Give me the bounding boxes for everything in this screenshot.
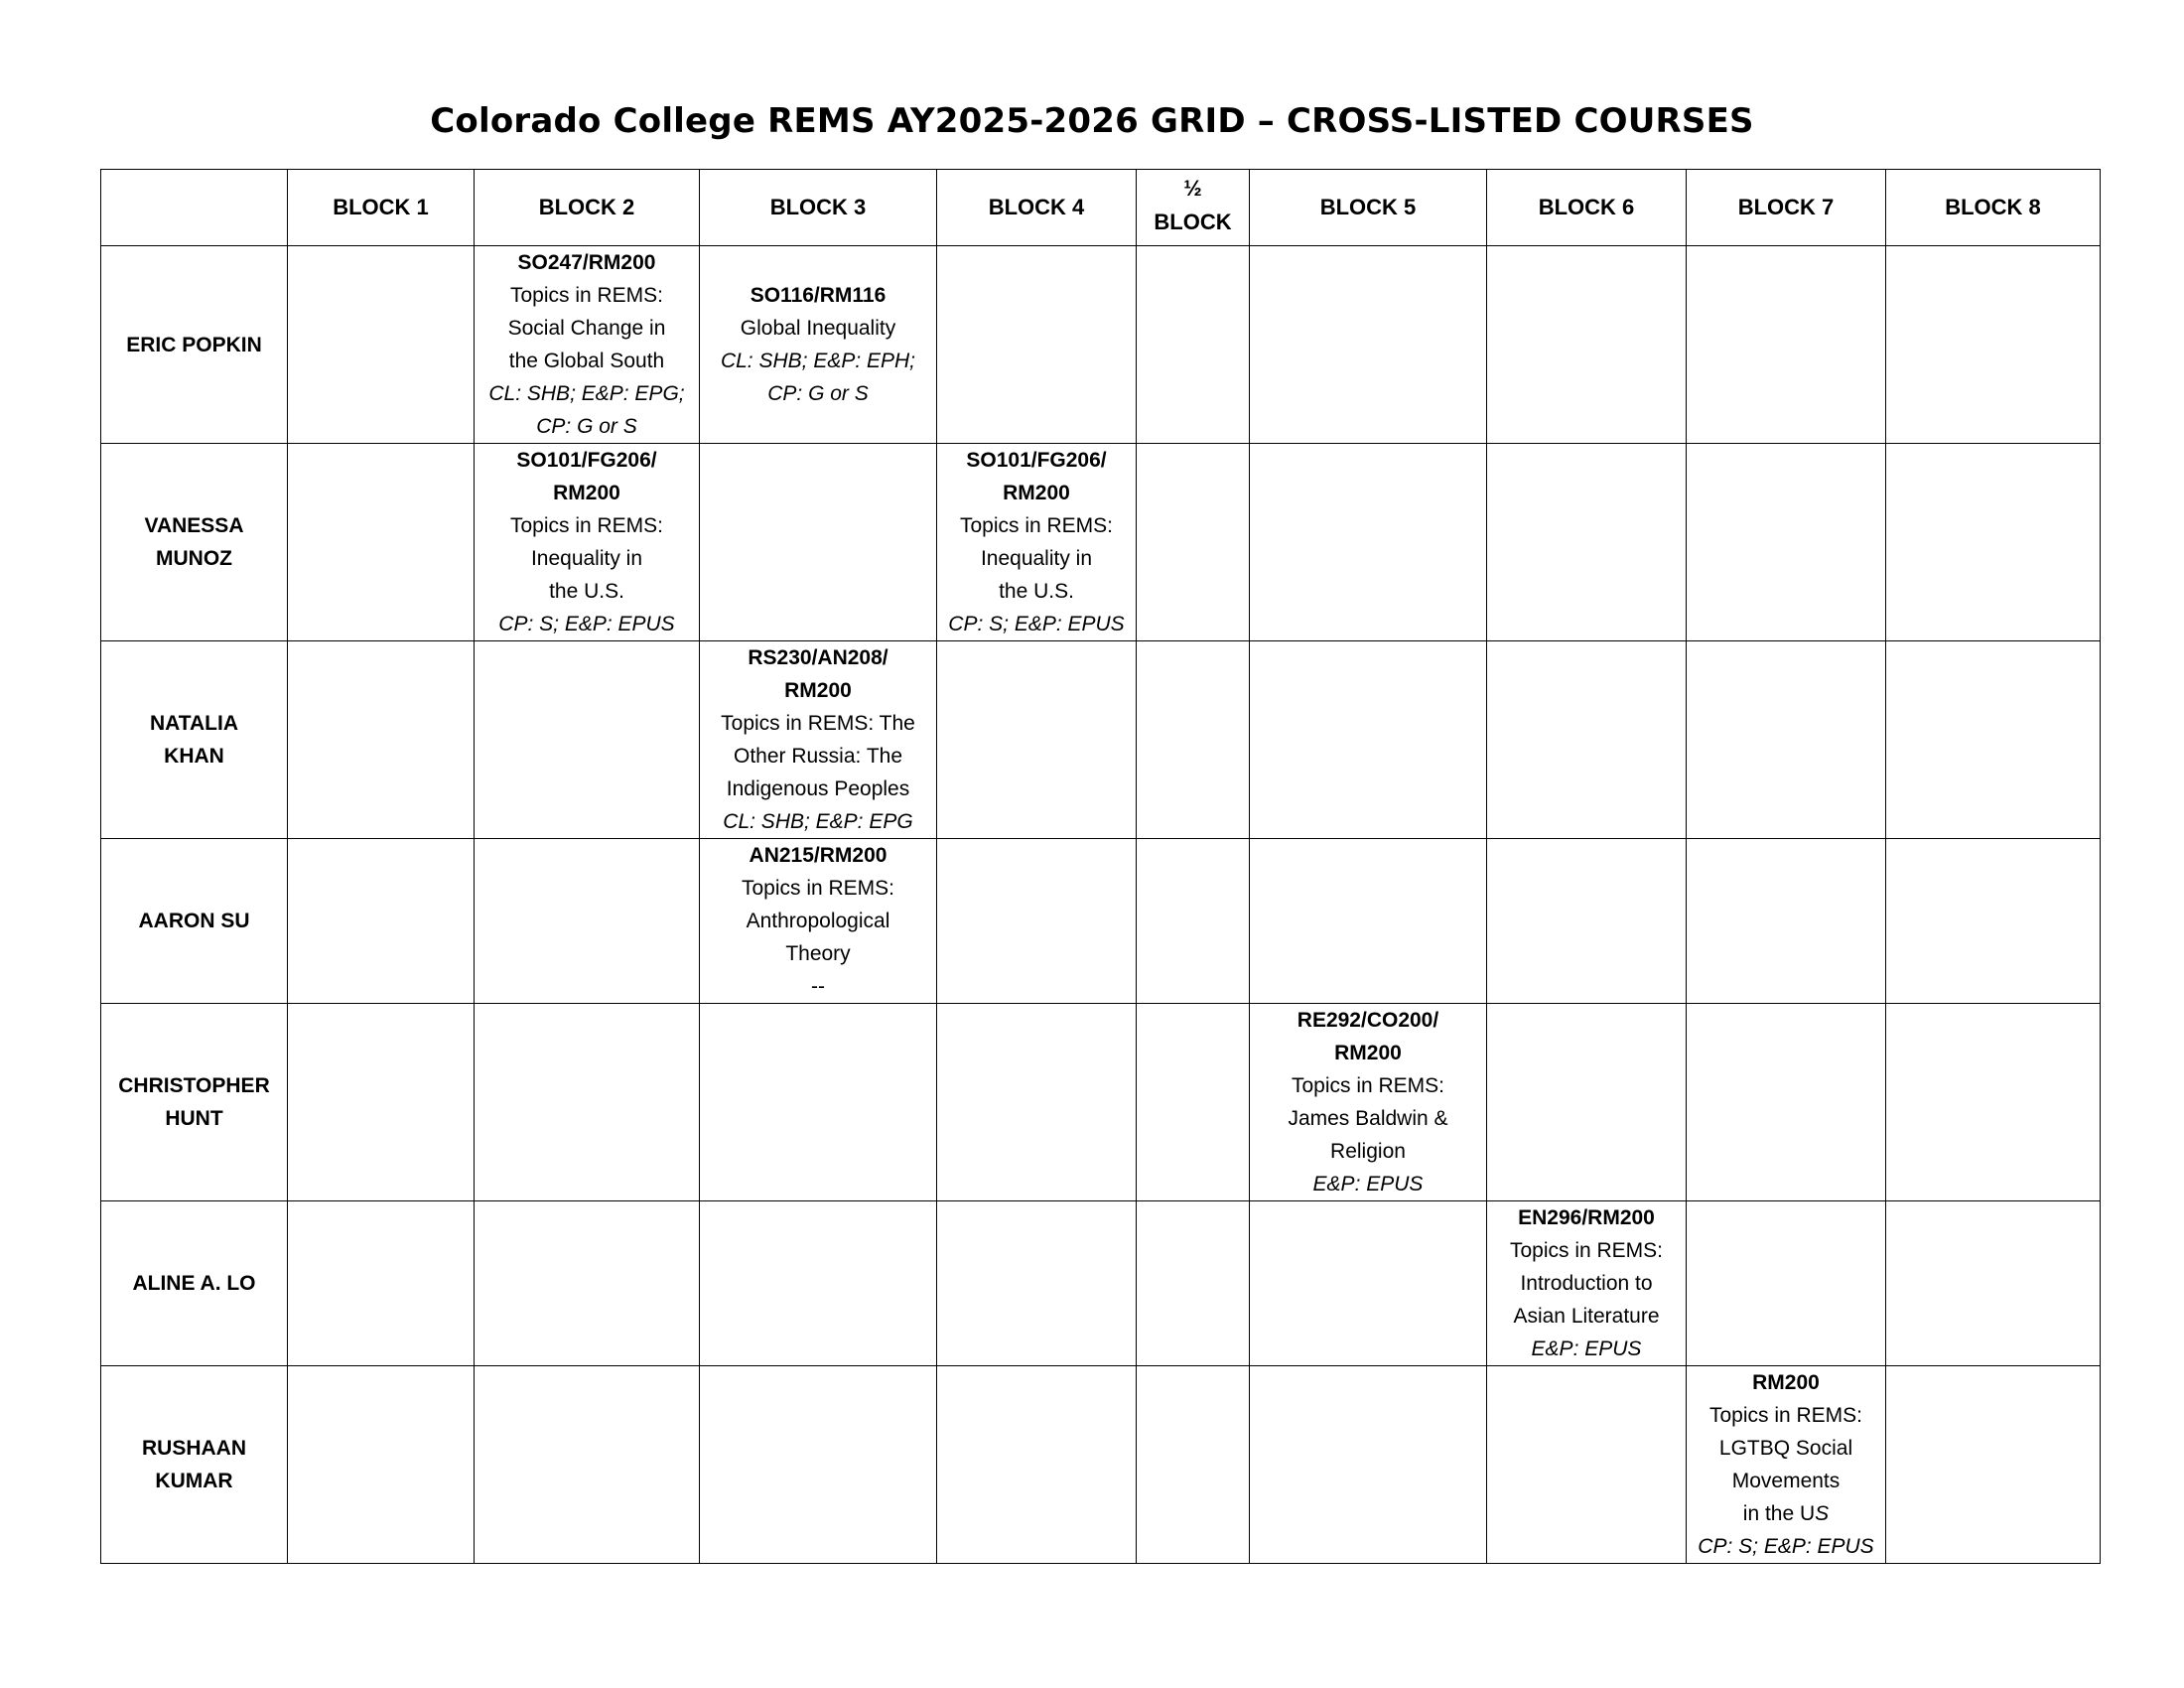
faculty-name-line: MUNOZ [156,547,232,570]
course-title-line: Other Russia: The [733,745,903,768]
course-title-line: Inequality in [980,547,1093,570]
cell-block-1 [288,839,475,1004]
cell-block-7 [1687,641,1886,839]
course-title-line: the U.S. [549,580,624,603]
course-cell-block-6 [1487,1201,1687,1366]
faculty-row-vanessa-munoz [101,444,2101,641]
cell-block-5 [1250,1366,1487,1564]
course-title-line: Topics in REMS: [741,877,895,900]
faculty-name-line: KHAN [164,745,224,768]
cell-block-2 [475,1366,700,1564]
header-block-3: BLOCK 3 [700,170,937,246]
course-code: AN215/RM200 [749,844,887,867]
cell-block-2 [475,839,700,1004]
course-title-line: Topics in REMS: [509,284,664,307]
cell-block-6 [1487,444,1687,641]
header-block-1: BLOCK 1 [288,170,475,246]
course-title-fragment-italic: S [1815,1502,1830,1525]
faculty-name [101,1201,288,1366]
course-grid-table [100,169,2101,1564]
faculty-row-eric-popkin [101,246,2101,444]
course-title-line: Topics in REMS: [509,514,664,537]
course-cell-block-4 [937,444,1137,641]
course-title-fragment: in the U [1742,1502,1816,1525]
course-cell-block-3 [700,641,937,839]
course-title-line: Religion [1330,1140,1406,1163]
cell-block-6 [1487,839,1687,1004]
cell-block-2 [475,1004,700,1201]
course-attributes: CP: S; E&P: EPUS [1698,1535,1874,1558]
cell-block-8 [1886,1366,2101,1564]
course-title-line: Social Change in [507,317,666,340]
course-title-line: Theory [785,942,851,965]
cell-block-4 [937,1201,1137,1366]
course-title-line: Topics in REMS: [959,514,1114,537]
cell-block-4 [937,1366,1137,1564]
cell-block-6 [1487,246,1687,444]
faculty-row-rushaan-kumar [101,1366,2101,1564]
cell-block-1 [288,444,475,641]
faculty-row-natalia-khan [101,641,2101,839]
cell-block-5 [1250,641,1487,839]
course-title-line: Topics in REMS: The [721,712,915,735]
course-attributes: CP: S; E&P: EPUS [948,613,1125,635]
faculty-name [101,1366,288,1564]
faculty-name [101,246,288,444]
faculty-row-aline-lo [101,1201,2101,1366]
cell-block-5 [1250,839,1487,1004]
course-title-line: Indigenous Peoples [726,777,910,800]
cell-block-7 [1687,839,1886,1004]
cell-half-block [1137,641,1250,839]
cell-block-6 [1487,641,1687,839]
cell-half-block [1137,444,1250,641]
course-title-line: James Baldwin & [1288,1107,1448,1130]
course-title-line: Introduction to [1520,1272,1653,1295]
faculty-name [101,1004,288,1201]
cell-block-8 [1886,641,2101,839]
cell-block-4 [937,246,1137,444]
cell-block-8 [1886,444,2101,641]
cell-half-block [1137,1366,1250,1564]
header-corner-cell [101,170,288,246]
course-cell-block-5 [1250,1004,1487,1201]
course-title-line: LGTBQ Social [1718,1437,1853,1460]
course-title-line: Topics in REMS: [1708,1404,1863,1427]
course-title-line: Anthropological [746,910,890,932]
course-attributes: E&P: EPUS [1531,1337,1642,1360]
course-attributes: CL: SHB; E&P: EPH; [720,350,916,372]
faculty-name-line: KUMAR [155,1470,233,1492]
course-code: RM200 [1003,482,1070,504]
cell-half-block [1137,1004,1250,1201]
cell-block-2 [475,1201,700,1366]
course-title-line: -- [811,975,825,998]
cell-block-1 [288,1004,475,1201]
cell-block-1 [288,1201,475,1366]
page-title: Colorado College REMS AY2025-2026 GRID – CROSS-LISTED COURSES [430,101,1754,141]
cell-block-1 [288,1366,475,1564]
cell-block-4 [937,839,1137,1004]
course-attributes: E&P: EPUS [1312,1173,1424,1196]
faculty-row-aaron-su [101,839,2101,1004]
cell-block-4 [937,1004,1137,1201]
course-code: SO116/RM116 [750,284,887,307]
course-code: RM200 [1752,1371,1820,1394]
course-code: SO101/FG206/ [966,449,1107,472]
cell-block-3 [700,1201,937,1366]
course-code: RE292/CO200/ [1297,1009,1439,1032]
header-block-6: BLOCK 6 [1487,170,1687,246]
cell-block-2 [475,641,700,839]
course-code: EN296/RM200 [1518,1206,1655,1229]
cell-block-6 [1487,1366,1687,1564]
cell-block-8 [1886,1004,2101,1201]
cell-block-7 [1687,246,1886,444]
course-title-line: Inequality in [530,547,643,570]
cell-half-block [1137,839,1250,1004]
faculty-name-line: RUSHAAN [142,1437,246,1460]
course-code: SO101/FG206/ [516,449,657,472]
course-code: RS230/AN208/ [748,646,888,669]
course-cell-block-7 [1687,1366,1886,1564]
cell-block-3 [700,1004,937,1201]
cell-block-7 [1687,1201,1886,1366]
header-half-symbol: ½ [1183,176,1202,201]
faculty-name-line: VANESSA [144,514,244,537]
course-title-line: the U.S. [999,580,1074,603]
cell-block-8 [1886,1201,2101,1366]
header-block-7: BLOCK 7 [1687,170,1886,246]
header-block-2: BLOCK 2 [475,170,700,246]
faculty-row-christopher-hunt [101,1004,2101,1201]
cell-block-7 [1687,444,1886,641]
course-cell-block-3 [700,246,937,444]
course-title-line: Movements [1731,1470,1841,1492]
course-code: SO247/RM200 [517,251,656,274]
header-block-4: BLOCK 4 [937,170,1137,246]
cell-block-8 [1886,839,2101,1004]
header-half-block [1137,170,1250,246]
course-cell-block-2 [475,444,700,641]
course-attributes: CP: G or S [767,382,869,405]
faculty-name-line: ERIC POPKIN [126,333,262,356]
course-attributes: CP: S; E&P: EPUS [498,613,675,635]
cell-block-5 [1250,1201,1487,1366]
course-cell-block-3 [700,839,937,1004]
course-title-line: the Global South [508,350,665,372]
faculty-name-line: AARON SU [138,910,250,932]
faculty-name [101,839,288,1004]
course-title-line: Global Inequality [740,317,896,340]
cell-block-4 [937,641,1137,839]
header-block-8: BLOCK 8 [1886,170,2101,246]
cell-block-7 [1687,1004,1886,1201]
header-block-5: BLOCK 5 [1250,170,1487,246]
cell-block-6 [1487,1004,1687,1201]
course-title-line: Asian Literature [1513,1305,1660,1328]
course-code: RM200 [553,482,620,504]
cell-block-1 [288,246,475,444]
course-code: RM200 [784,679,852,702]
course-title-line [1693,1497,1879,1530]
faculty-name-line: CHRISTOPHER [118,1074,270,1097]
course-attributes: CP: G or S [536,415,637,438]
course-title-line: Topics in REMS: [1509,1239,1664,1262]
header-half-label: BLOCK [1154,210,1232,234]
cell-block-8 [1886,246,2101,444]
cell-block-3 [700,1366,937,1564]
header-row [101,170,2101,246]
faculty-name-line: HUNT [165,1107,223,1130]
course-title-line: Topics in REMS: [1291,1074,1445,1097]
cell-half-block [1137,246,1250,444]
course-attributes: CL: SHB; E&P: EPG [723,810,913,833]
faculty-name [101,444,288,641]
cell-block-5 [1250,444,1487,641]
course-attributes: CL: SHB; E&P: EPG; [488,382,685,405]
faculty-name-line: ALINE A. LO [132,1272,256,1295]
faculty-name-line: NATALIA [149,712,239,735]
course-code: RM200 [1334,1042,1402,1064]
cell-half-block [1137,1201,1250,1366]
course-cell-block-2 [475,246,700,444]
faculty-name [101,641,288,839]
cell-block-5 [1250,246,1487,444]
cell-block-1 [288,641,475,839]
cell-block-3 [700,444,937,641]
